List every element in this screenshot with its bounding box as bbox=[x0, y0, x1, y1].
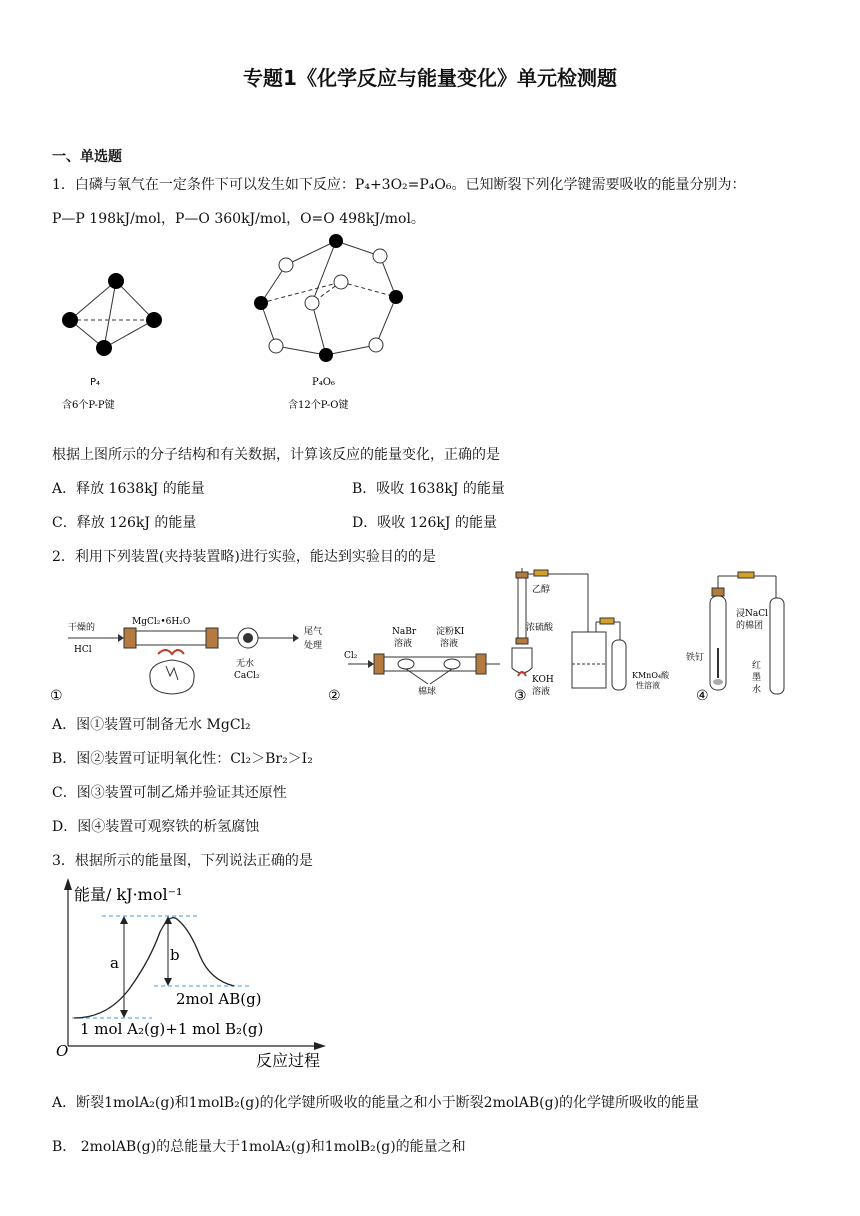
a4-nacl2-label: 的棉团 bbox=[736, 621, 764, 631]
a1-anhydrous-label: 无水 bbox=[236, 659, 255, 669]
a3-kmno4-1-label: KMnO₄酸 bbox=[632, 671, 670, 680]
q1-stem-line1: 1．白磷与氧气在一定条件下可以发生如下反应：P₄+3O₂=P₄O₆。已知断裂下列化学键需要吸收的能量分别为： bbox=[52, 177, 746, 193]
p4-caption: 含6个P-P键 bbox=[62, 400, 115, 411]
p4o6-molecule bbox=[254, 234, 403, 362]
marker-4: ④ bbox=[696, 688, 709, 704]
q3-option-a: A．断裂1molA₂(g)和1molB₂(g)的化学键所吸收的能量之和小于断裂2molAB(g)的化学键所吸收的能量 bbox=[52, 1095, 700, 1111]
a2-ki1-label: 淀粉KI bbox=[436, 627, 465, 637]
a1-tail2-label: 处理 bbox=[304, 641, 323, 651]
q1-stem-line2: P—P 198kJ/mol，P—O 360kJ/mol，O=O 498kJ/mol。 bbox=[52, 211, 425, 227]
page-title: 专题1《化学反应与能量变化》单元检测题 bbox=[243, 66, 617, 90]
a1-cacl2-label: CaCl₂ bbox=[234, 671, 260, 681]
q1-question: 根据上图所示的分子结构和有关数据，计算该反应的能量变化，正确的是 bbox=[52, 447, 500, 463]
a1-tail1-label: 尾气 bbox=[304, 627, 323, 637]
a4-red1-label: 红 bbox=[752, 661, 762, 671]
origin-label: O bbox=[56, 1042, 69, 1060]
a1-mgcl2-label: MgCl₂•6H₂O bbox=[132, 617, 191, 627]
marker-1: ① bbox=[50, 688, 63, 704]
a3-kmno4-2-label: 性溶液 bbox=[636, 681, 660, 690]
q2-option-a: A．图①装置可制备无水 MgCl₂ bbox=[52, 717, 251, 733]
q1-option-d: D．吸收 126kJ 的能量 bbox=[352, 515, 497, 531]
a3-ethanol-label: 乙醇 bbox=[532, 585, 551, 595]
label-a: a bbox=[110, 954, 119, 972]
q3-stem: 3．根据所示的能量图，下列说法正确的是 bbox=[52, 853, 313, 869]
p4o6-caption: 含12个P-O键 bbox=[288, 400, 349, 411]
q2-option-c: C．图③装置可制乙烯并验证其还原性 bbox=[52, 785, 287, 801]
q1-option-b: B．吸收 1638kJ 的能量 bbox=[352, 481, 505, 497]
marker-2: ② bbox=[328, 688, 341, 704]
p4-molecule bbox=[62, 273, 162, 356]
apparatus-2 bbox=[348, 654, 500, 684]
a2-cl2-label: Cl₂ bbox=[344, 651, 358, 661]
q2-apparatus-figure bbox=[48, 568, 820, 704]
product-label: 2mol AB(g) bbox=[176, 990, 262, 1008]
q2-option-d: D．图④装置可观察铁的析氢腐蚀 bbox=[52, 819, 260, 835]
a3-koh1-label: KOH bbox=[532, 675, 554, 685]
a2-cotton-label: 棉球 bbox=[418, 687, 437, 697]
a4-red2-label: 墨 bbox=[752, 673, 762, 683]
a1-hcl-label: HCl bbox=[74, 645, 92, 655]
a3-h2so4-label: 浓硫酸 bbox=[526, 623, 554, 633]
reactant-label: 1 mol A₂(g)+1 mol B₂(g) bbox=[80, 1020, 264, 1038]
a2-nabr2-label: 溶液 bbox=[394, 639, 413, 649]
a3-koh2-label: 溶液 bbox=[532, 687, 551, 697]
apparatus-4 bbox=[710, 572, 784, 694]
p4-name: P₄ bbox=[90, 377, 101, 388]
q1-molecule-figure bbox=[50, 230, 430, 418]
section-heading: 一、单选题 bbox=[52, 149, 122, 165]
label-b: b bbox=[170, 946, 180, 964]
marker-3: ③ bbox=[514, 688, 527, 704]
q1-option-a: A．释放 1638kJ 的能量 bbox=[52, 481, 205, 497]
a4-nacl1-label: 浸NaCl bbox=[736, 609, 769, 619]
a1-dry-label: 干燥的 bbox=[68, 623, 96, 633]
p4o6-name: P₄O₆ bbox=[312, 377, 335, 388]
a2-ki2-label: 溶液 bbox=[440, 639, 459, 649]
q2-stem: 2．利用下列装置(夹持装置略)进行实验，能达到实验目的的是 bbox=[52, 549, 436, 565]
q3-option-b: B． 2molAB(g)的总能量大于1molA₂(g)和1molB₂(g)的能量之和 bbox=[52, 1139, 466, 1155]
q2-option-b: B．图②装置可证明氧化性：Cl₂＞Br₂＞I₂ bbox=[52, 751, 313, 767]
x-axis-label: 反应过程 bbox=[256, 1051, 321, 1070]
apparatus-1 bbox=[68, 628, 299, 694]
a4-red3-label: 水 bbox=[752, 685, 762, 695]
q3-energy-diagram bbox=[50, 872, 350, 1072]
q1-option-c: C．释放 126kJ 的能量 bbox=[52, 515, 197, 531]
y-axis-label: 能量/ kJ·mol⁻¹ bbox=[74, 885, 183, 904]
a4-nail-label: 铁钉 bbox=[686, 653, 705, 663]
a2-nabr1-label: NaBr bbox=[392, 627, 417, 637]
